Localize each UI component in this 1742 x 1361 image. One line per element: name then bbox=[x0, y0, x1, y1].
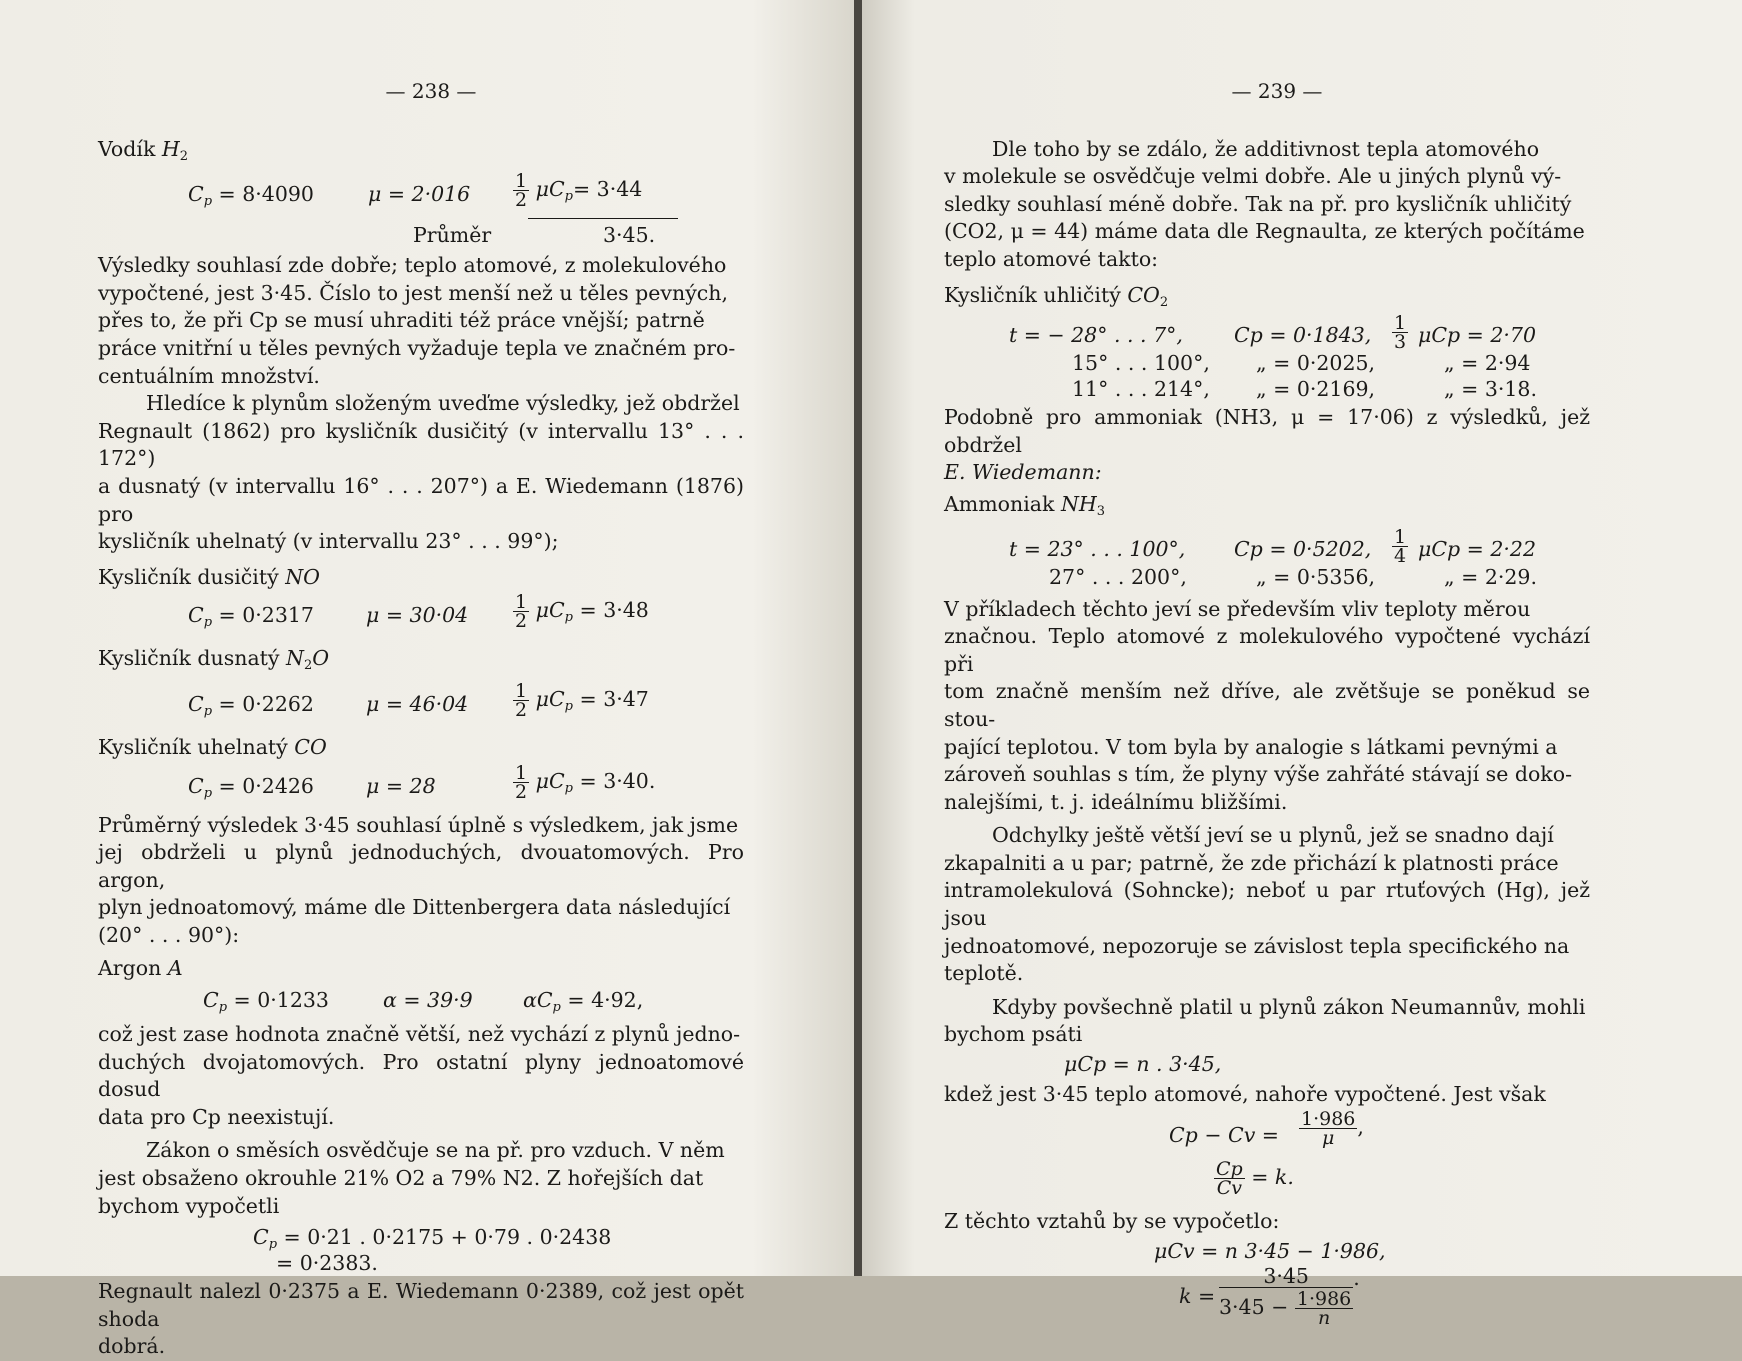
nh3-row-2-temp: 27° . . . 200°, bbox=[1049, 564, 1187, 589]
co-formula: CO bbox=[294, 734, 327, 759]
nh3-table bbox=[944, 525, 1590, 592]
no-equation bbox=[98, 593, 744, 639]
nh3-row-2-result: „ = 2·29. bbox=[1444, 564, 1537, 589]
quarter-fraction bbox=[1392, 525, 1408, 567]
text-line: kdež jest 3·45 teplo atomové, nahoře vypočtené. Jest však bbox=[944, 1081, 1546, 1106]
text-line: intramolekulová (Sohncke); neboť u par rtuťových (Hg), jež jsou bbox=[944, 878, 1590, 931]
no-mu: μ = 30·04 bbox=[366, 603, 469, 628]
text-line: kysličník uhelnatý (v intervallu 23° . . . 99°); bbox=[98, 529, 559, 554]
co-result: = 3·40. bbox=[579, 768, 656, 793]
gas-constant-den: μ bbox=[1322, 1127, 1335, 1150]
no-half-mucp bbox=[513, 593, 649, 632]
paragraph-argon-comment bbox=[98, 1021, 744, 1131]
page-number-239: — 239 — bbox=[1231, 79, 1323, 103]
mucp-symbol: μC bbox=[535, 768, 565, 793]
argon-heading bbox=[98, 955, 744, 983]
cp-cv-tail: , bbox=[1357, 1115, 1364, 1140]
k-den-fraction bbox=[1295, 1288, 1353, 1330]
third-fraction bbox=[1392, 312, 1408, 354]
co2-row-1-temp: t = − 28° . . . 7°, bbox=[1009, 323, 1183, 348]
co-half-mucp bbox=[513, 761, 656, 803]
text-line: tom značně menším než dříve, ale zvětšuje se poněkud se stou- bbox=[944, 679, 1590, 731]
n2o-result: = 3·47 bbox=[579, 686, 649, 711]
text-line: Regnault (1862) pro kysličník dusičitý (v intervallu 13° . . . 172°) bbox=[98, 418, 744, 471]
gas-constant-fraction bbox=[1299, 1108, 1357, 1150]
argon-alpha-cp-symbol: αC bbox=[523, 988, 553, 1013]
text-line: Podobně pro ammoniak (NH3, μ = 17·06) z výsledků, jež obdržel bbox=[944, 405, 1590, 457]
text-line: teplo atomové takto: bbox=[944, 246, 1159, 271]
text-line: zároveň souhlas s tím, že plyny výše zahřáté stávají se doko- bbox=[944, 762, 1572, 787]
hydrogen-mu: μ = 2·016 bbox=[368, 182, 471, 207]
hydrogen-formula: H bbox=[161, 136, 180, 161]
nh3-label: Ammoniak bbox=[944, 491, 1055, 516]
cp-symbol: C bbox=[188, 773, 204, 798]
text-line: vypočtené, jest 3·45. Číslo to jest menší než u těles pevných, bbox=[98, 280, 728, 305]
no-label: Kysličník dusičitý bbox=[98, 564, 279, 589]
text-line: Regnault nalezl 0·2375 a E. Wiedemann 0·2389, což jest opět shoda bbox=[98, 1279, 744, 1331]
half-den: 2 bbox=[515, 698, 528, 721]
cp-symbol: C bbox=[188, 182, 204, 207]
argon-result: = 4·92, bbox=[567, 988, 644, 1013]
co-mu: μ = 28 bbox=[366, 773, 436, 798]
cp-sub: p bbox=[203, 615, 213, 631]
ratio-right: = k. bbox=[1251, 1165, 1294, 1190]
text-line: a dusnatý (v intervallu 16° . . . 207°) a E. Wiedemann (1876) pro bbox=[98, 473, 744, 526]
nh3-heading bbox=[944, 491, 1590, 526]
hydrogen-half-mucp bbox=[513, 172, 642, 211]
left-page bbox=[0, 0, 854, 1359]
text-line: Odchylky ještě větší jeví se u plynů, jež se snadno dají bbox=[992, 823, 1554, 848]
text-line: dobrá. bbox=[98, 1334, 166, 1359]
text-line: jej obdrželi u plynů jednoduchých, dvouatomových. Pro argon, bbox=[98, 840, 744, 892]
text-line: jednoatomové, nepozoruje se závislost tepla specifického na bbox=[944, 933, 1570, 958]
k-tail: . bbox=[1353, 1266, 1360, 1291]
hydrogen-mucp-sub: p bbox=[564, 189, 573, 205]
text-line: což jest zase hodnota značně větší, než vychází z plynů jedno- bbox=[98, 1022, 741, 1047]
half-num: 1 bbox=[515, 679, 528, 702]
cp-sub: p bbox=[268, 1237, 278, 1253]
half-num: 1 bbox=[515, 170, 528, 193]
co2-formula-sub: 2 bbox=[1159, 294, 1169, 310]
mucp-sub: p bbox=[564, 610, 573, 626]
nh3-quarter-fraction-wrap bbox=[1392, 525, 1408, 567]
mucp-symbol: μC bbox=[535, 686, 565, 711]
mixture-equation bbox=[98, 1220, 744, 1278]
text-line: sledky souhlasí méně dobře. Tak na př. pro kysličník uhličitý bbox=[944, 191, 1572, 216]
n2o-half-mucp bbox=[513, 679, 649, 721]
text-line: (20° . . . 90°): bbox=[98, 922, 240, 947]
text-line: Dle toho by se zdálo, že additivnost tepla atomového bbox=[992, 136, 1540, 161]
n2o-equation bbox=[98, 679, 744, 728]
nh3-row-1-result: μCp = 2·22 bbox=[1418, 536, 1536, 561]
cp-cv-ratio-equation bbox=[944, 1158, 1590, 1208]
cp-sub: p bbox=[203, 703, 213, 719]
text-line: jest obsaženo okrouhle 21% O2 a 79% N2. Z hořejších dat bbox=[98, 1166, 704, 1191]
mixture-line-1-value: = 0·21 . 0·2175 + 0·79 . 0·2438 bbox=[283, 1225, 612, 1250]
n2o-formula-n: N bbox=[286, 646, 304, 671]
ratio-fraction bbox=[1214, 1158, 1245, 1200]
cp-symbol: C bbox=[188, 603, 204, 628]
text-line: Výsledky souhlasí zde dobře; teplo atomové, z molekulového bbox=[98, 253, 727, 278]
co2-row-3-result: „ = 3·18. bbox=[1444, 377, 1537, 402]
cp-sub: p bbox=[552, 1000, 561, 1016]
hydrogen-equation bbox=[98, 172, 744, 218]
cp-sub: p bbox=[203, 194, 213, 210]
hydrogen-mucp-value: = 3·44 bbox=[572, 177, 643, 202]
argon-cp-value: = 0·1233 bbox=[233, 988, 329, 1013]
argon-equation bbox=[98, 985, 744, 1021]
n2o-heading bbox=[98, 645, 744, 680]
co2-row-2-result: „ = 2·94 bbox=[1444, 351, 1531, 376]
text-line: duchých dvojatomových. Pro ostatní plyny jednoatomové dosud bbox=[98, 1049, 744, 1102]
n2o-cp bbox=[188, 691, 314, 726]
n2o-cp-value: = 0·2262 bbox=[218, 691, 314, 716]
no-result: = 3·48 bbox=[579, 598, 649, 623]
hydrogen-formula-sub: 2 bbox=[179, 148, 189, 164]
half-fraction bbox=[513, 761, 529, 803]
paragraph-deviations bbox=[944, 822, 1590, 988]
neumann-equation: μCp = n . 3·45, bbox=[1064, 1052, 1222, 1077]
paragraph-derived bbox=[944, 1208, 1590, 1236]
nh3-formula-sub: 3 bbox=[1096, 503, 1106, 519]
page-number-238: — 238 — bbox=[385, 79, 477, 103]
text-line: (CO2, μ = 44) máme data dle Regnaulta, ze kterých počítáme bbox=[944, 219, 1585, 244]
paragraph-compound-gases bbox=[98, 390, 744, 556]
cp-sub: p bbox=[203, 785, 213, 801]
paragraph-results-agreement bbox=[98, 252, 744, 390]
average-value: 3·45. bbox=[603, 223, 656, 248]
n2o-formula-o: O bbox=[312, 646, 330, 671]
text-line: bychom psáti bbox=[944, 1022, 1083, 1047]
text-line: práce vnitřní u těles pevných vyžaduje tepla ve značném pro- bbox=[98, 335, 736, 360]
text-line: V příkladech těchto jeví se především vliv teploty měrou bbox=[944, 596, 1531, 621]
mixture-line-2: = 0·2383. bbox=[276, 1251, 378, 1276]
co2-row-3-temp: 11° . . . 214°, bbox=[1072, 377, 1210, 402]
paragraph-additivity bbox=[944, 136, 1590, 274]
text-line: Hledíce k plynům složeným uveďme výsledky, jež obdržel bbox=[146, 391, 740, 416]
n2o-label: Kysličník dusnatý bbox=[98, 646, 280, 671]
nh3-row-1-cp: Cp = 0·5202, bbox=[1234, 536, 1372, 561]
right-page-content bbox=[944, 78, 1590, 1335]
text-line: v molekule se osvědčuje velmi dobře. Ale u jiných plynů vý- bbox=[944, 164, 1562, 189]
cp-cv-left: Cp − Cv = bbox=[1169, 1123, 1279, 1148]
ratio-den: Cv bbox=[1216, 1177, 1242, 1200]
co-cp-value: = 0·2426 bbox=[218, 773, 314, 798]
half-den: 2 bbox=[515, 610, 528, 633]
cp-symbol: C bbox=[203, 988, 219, 1013]
argon-cp bbox=[203, 987, 329, 1022]
half-fraction bbox=[513, 591, 529, 633]
cp-cv-equation bbox=[944, 1108, 1590, 1158]
right-page bbox=[862, 0, 1742, 1330]
cp-symbol: C bbox=[253, 1225, 269, 1250]
text-line: Průměrný výsledek 3·45 souhlasí úplně s výsledkem, jak jsme bbox=[98, 812, 739, 837]
co-cp bbox=[188, 773, 314, 808]
hydrogen-cp-value: = 8·4090 bbox=[218, 182, 314, 207]
k-left: k = bbox=[1179, 1284, 1216, 1309]
argon-alpha-cp bbox=[523, 987, 643, 1022]
co2-label: Kysličník uhličitý bbox=[944, 282, 1121, 307]
hydrogen-mucp: μC bbox=[535, 177, 565, 202]
ratio-fraction-wrap bbox=[1214, 1158, 1294, 1200]
cp-symbol: C bbox=[188, 691, 204, 716]
text-line: data pro Cp neexistují. bbox=[98, 1104, 335, 1129]
half-den: 2 bbox=[515, 189, 528, 212]
paragraph-regnault-result bbox=[98, 1278, 744, 1361]
co-heading bbox=[98, 734, 744, 762]
text-line: nalejšími, t. j. ideálnímu bližšími. bbox=[944, 789, 1288, 814]
n2o-mu: μ = 46·04 bbox=[366, 691, 469, 716]
average-label: Průměr bbox=[413, 223, 492, 248]
half-fraction bbox=[513, 679, 529, 721]
co-equation bbox=[98, 761, 744, 810]
text-line: bychom vypočetli bbox=[98, 1193, 280, 1218]
text-line: E. Wiedemann: bbox=[944, 460, 1102, 485]
mucp-sub: p bbox=[564, 698, 573, 714]
book-gutter bbox=[854, 0, 862, 1276]
hydrogen-cp bbox=[188, 181, 314, 216]
no-heading bbox=[98, 564, 744, 592]
paragraph-atomic-heat-note bbox=[944, 1081, 1590, 1109]
co2-heading bbox=[944, 282, 1590, 317]
third-den: 3 bbox=[1394, 331, 1407, 354]
half-num: 1 bbox=[515, 591, 528, 614]
average-rule bbox=[528, 218, 678, 219]
k-fraction-body bbox=[1219, 1264, 1353, 1330]
no-formula: NO bbox=[285, 564, 320, 589]
mucp-symbol: μC bbox=[535, 598, 565, 623]
paragraph-ammonia bbox=[944, 404, 1590, 487]
no-cp-value: = 0·2317 bbox=[218, 603, 314, 628]
gas-constant-num: 1·986 bbox=[1301, 1108, 1356, 1131]
co2-row-2-cp: „ = 0·2025, bbox=[1256, 351, 1376, 376]
left-page-content bbox=[98, 78, 744, 1361]
k-equation bbox=[944, 1265, 1590, 1335]
nh3-formula: NH bbox=[1060, 491, 1097, 516]
co2-row-3-cp: „ = 0·2169, bbox=[1256, 377, 1376, 402]
text-line: Zákon o směsích osvědčuje se na př. pro vzduch. V něm bbox=[146, 1138, 725, 1163]
paragraph-mixture-law bbox=[98, 1137, 744, 1220]
text-line: teplotě. bbox=[944, 961, 1024, 986]
co2-table bbox=[944, 312, 1590, 404]
k-num: 3·45 bbox=[1219, 1265, 1353, 1288]
mucp-sub: p bbox=[564, 780, 573, 796]
argon-alpha: α = 39·9 bbox=[383, 988, 473, 1013]
text-line: Z těchto vztahů by se vypočetlo: bbox=[944, 1209, 1280, 1234]
n2o-formula-sub: 2 bbox=[303, 658, 313, 674]
text-line: Kdyby povšechně platil u plynů zákon Neumannův, mohli bbox=[992, 994, 1586, 1019]
co2-row-1-result: μCp = 2·70 bbox=[1418, 323, 1536, 348]
cp-cv-fraction-wrap bbox=[1299, 1108, 1364, 1150]
cp-sub: p bbox=[218, 1000, 228, 1016]
text-line: plyn jednoatomový, máme dle Dittenbergera data následující bbox=[98, 895, 731, 920]
text-line: pající teplotou. V tom byla by analogie s látkami pevnými a bbox=[944, 734, 1558, 759]
k-den-num: 1·986 bbox=[1296, 1288, 1352, 1311]
argon-formula: A bbox=[167, 956, 183, 981]
half-num: 1 bbox=[515, 761, 528, 784]
third-num: 1 bbox=[1394, 312, 1407, 335]
text-line: zkapalniti a u par; patrně, že zde přichází k platnosti práce bbox=[944, 850, 1559, 875]
co2-row-2-temp: 15° . . . 100°, bbox=[1072, 351, 1210, 376]
paragraph-argon-intro bbox=[98, 812, 744, 950]
quarter-num: 1 bbox=[1394, 525, 1407, 548]
hydrogen-heading bbox=[98, 136, 744, 171]
k-den bbox=[1219, 1288, 1353, 1330]
text-line: centuálním množství. bbox=[98, 363, 320, 388]
text-line: přes to, že při Cp se musí uhraditi též práce vnější; patrně bbox=[98, 308, 705, 333]
k-fraction bbox=[1219, 1264, 1360, 1330]
co2-third-fraction-wrap bbox=[1392, 312, 1408, 354]
nh3-row-1-temp: t = 23° . . . 100°, bbox=[1009, 536, 1186, 561]
average-row bbox=[98, 218, 744, 252]
k-den-a: 3·45 − bbox=[1219, 1295, 1289, 1320]
k-den-den: n bbox=[1317, 1307, 1331, 1330]
ratio-num: Cp bbox=[1216, 1158, 1243, 1181]
half-fraction bbox=[513, 170, 529, 212]
argon-label: Argon bbox=[98, 956, 162, 981]
text-line: značnou. Teplo atomové z molekulového vypočtené vychází při bbox=[944, 624, 1590, 676]
hydrogen-label: Vodík bbox=[98, 136, 156, 161]
quarter-den: 4 bbox=[1394, 544, 1407, 567]
co2-row-1-cp: Cp = 0·1843, bbox=[1234, 323, 1372, 348]
half-den: 2 bbox=[515, 780, 528, 803]
co2-formula: CO bbox=[1127, 282, 1160, 307]
paragraph-temperature-effect bbox=[944, 596, 1590, 817]
paragraph-neumann-law bbox=[944, 994, 1590, 1049]
co-label: Kysličník uhelnatý bbox=[98, 734, 288, 759]
nh3-row-2-cp: „ = 0·5356, bbox=[1256, 564, 1376, 589]
no-cp bbox=[188, 602, 314, 637]
mucv-equation: μCv = n 3·45 − 1·986, bbox=[1154, 1238, 1386, 1263]
